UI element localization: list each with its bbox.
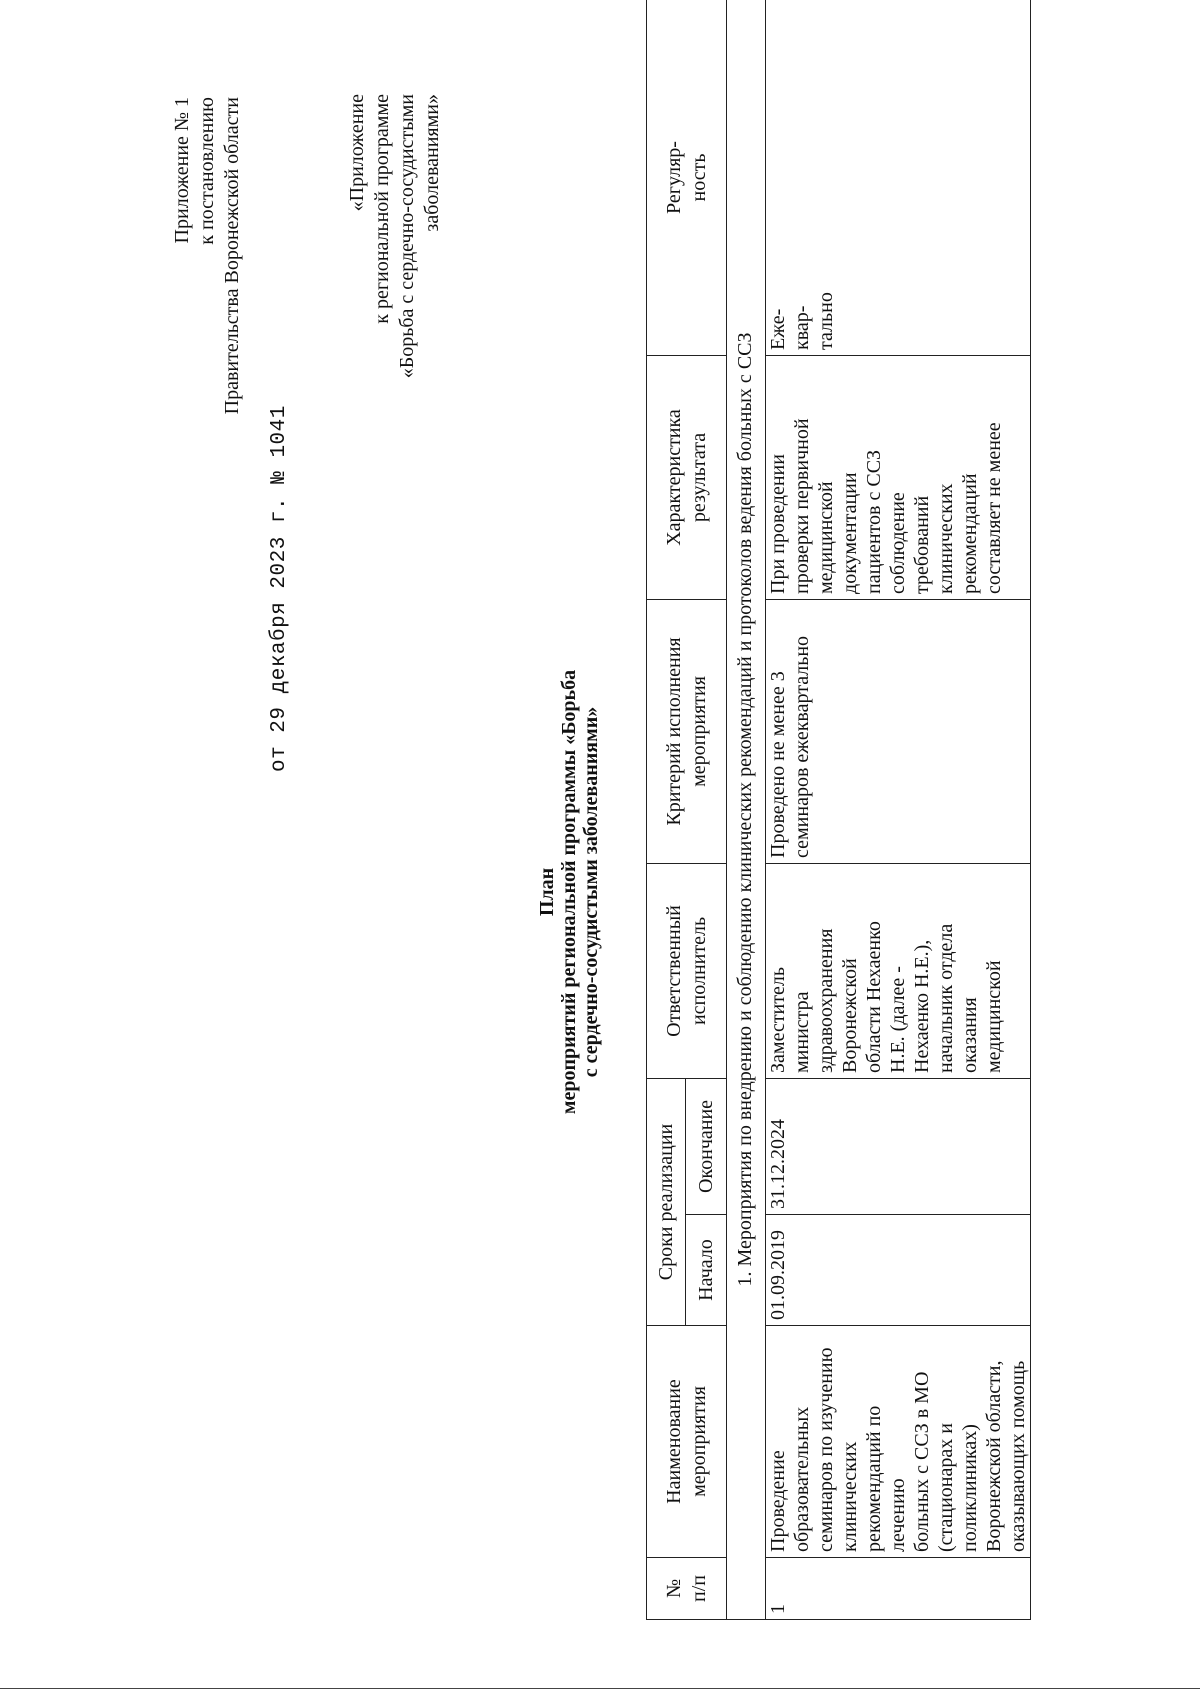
row-result	[766, 355, 1031, 599]
cell-line: Еже-	[767, 308, 789, 350]
section-row	[727, 0, 766, 1620]
header-responsible-line: Ответственный	[662, 905, 685, 1037]
appendix-program-line: «Борьба с сердечно-сосудистыми	[396, 94, 418, 379]
cell-line: медицинской	[815, 481, 837, 594]
cell-line: больных с ССЗ в МО	[911, 1371, 933, 1552]
cell-line: документации	[839, 472, 861, 594]
header-terms: Сроки реализации	[647, 1078, 686, 1325]
cell-line: клинических	[839, 1441, 861, 1552]
appendix-program-line: к региональной программе	[371, 94, 393, 324]
header-num-line: №	[662, 1578, 685, 1599]
appendix-1-line: к постановлению	[196, 97, 218, 245]
decree-date: от 29 декабря 2023 г. № 1041	[268, 405, 291, 772]
cell-line: семинаров по изучению	[815, 1347, 837, 1552]
appendix-1-line: Правительства Воронежской области	[221, 97, 243, 415]
header-regularity-line: ность	[687, 153, 710, 202]
cell-line: Н.Е. (далее -	[887, 966, 909, 1073]
cell-line: Воронежской	[839, 958, 861, 1073]
document-title	[536, 592, 602, 1192]
row-name	[766, 1326, 1031, 1558]
cell-line: (стационарах и	[935, 1423, 957, 1552]
cell-line: Нехаенко Н.Е.),	[911, 939, 933, 1073]
plan-table	[646, 0, 1031, 1620]
header-criterion	[647, 599, 727, 863]
appendix-program-line: заболеваниями»	[421, 94, 443, 232]
cell-line: образовательных	[791, 1406, 813, 1552]
cell-line: тально	[815, 292, 837, 350]
header-result-line: результата	[687, 432, 710, 523]
cell-line: рекомендаций по лечению	[863, 1405, 909, 1552]
cell-line: Заместитель	[767, 967, 789, 1073]
appendix-1-caption	[170, 97, 245, 567]
cell-line: поликлиниках)	[959, 1424, 981, 1552]
header-end: Окончание	[686, 1078, 727, 1214]
appendix-1-line: Приложение № 1	[171, 97, 193, 244]
cell-line: соблюдение	[887, 492, 909, 594]
header-regularity-line: Регуляр-	[662, 141, 685, 214]
row-criterion	[766, 599, 1031, 863]
appendix-program-caption	[345, 94, 445, 512]
row-regularity	[766, 0, 1031, 355]
header-num-line: п/п	[687, 1575, 710, 1602]
header-num	[647, 1558, 727, 1620]
cell-line: требований	[911, 495, 933, 594]
cell-line: министра	[791, 991, 813, 1073]
cell-line: клинических	[935, 483, 957, 594]
cell-line: При проведении	[767, 454, 789, 594]
cell-line: медицинской	[983, 960, 1005, 1073]
header-row	[647, 0, 686, 1620]
row-num: 1	[766, 1558, 1031, 1620]
table-row	[766, 0, 1031, 1620]
cell-line: Проведение	[767, 1450, 789, 1552]
cell-line: оказания	[959, 997, 981, 1073]
cell-line: квар-	[791, 305, 813, 350]
header-result	[647, 355, 727, 599]
cell-line: начальник отдела	[935, 923, 957, 1073]
cell-line: Воронежской области,	[983, 1360, 1005, 1552]
header-criterion-line: Критерий исполнения	[662, 637, 685, 826]
header-regularity	[647, 0, 727, 355]
section-title: 1. Мероприятия по внедрению и соблюдению клинических рекомендаций и протоколов ведения больных с ССЗ	[727, 0, 766, 1620]
title-line: мероприятий региональной программы «Борьба	[558, 669, 580, 1115]
cell-line: составляет не менее	[983, 422, 1005, 594]
cell-line: проверки первичной	[791, 418, 813, 594]
row-end: 31.12.2024	[766, 1078, 1031, 1214]
header-responsible	[647, 863, 727, 1078]
header-criterion-line: мероприятия	[687, 676, 710, 787]
appendix-program-line: «Приложение	[346, 94, 368, 212]
cell-line: рекомендаций	[959, 473, 981, 594]
header-name-line: мероприятия	[687, 1386, 710, 1497]
cell-line: семинаров ежеквартально	[791, 635, 813, 858]
header-name-line: Наименование	[662, 1379, 685, 1504]
row-responsible	[766, 863, 1031, 1078]
header-name	[647, 1326, 727, 1558]
title-line: План	[536, 867, 558, 917]
header-start: Начало	[686, 1215, 727, 1326]
row-start: 01.09.2019	[766, 1215, 1031, 1326]
header-responsible-line: исполнитель	[687, 916, 710, 1026]
header-result-line: Характеристика	[662, 409, 685, 546]
cell-line: оказывающих помощь	[1007, 1360, 1029, 1552]
cell-line: Проведено не менее 3	[767, 671, 789, 858]
cell-line: пациентов с ССЗ	[863, 449, 885, 594]
cell-line: здравоохранения	[815, 928, 837, 1073]
title-line: с сердечно-сосудистыми заболеваниями»	[580, 706, 602, 1078]
cell-line: области Нехаенко	[863, 921, 885, 1073]
